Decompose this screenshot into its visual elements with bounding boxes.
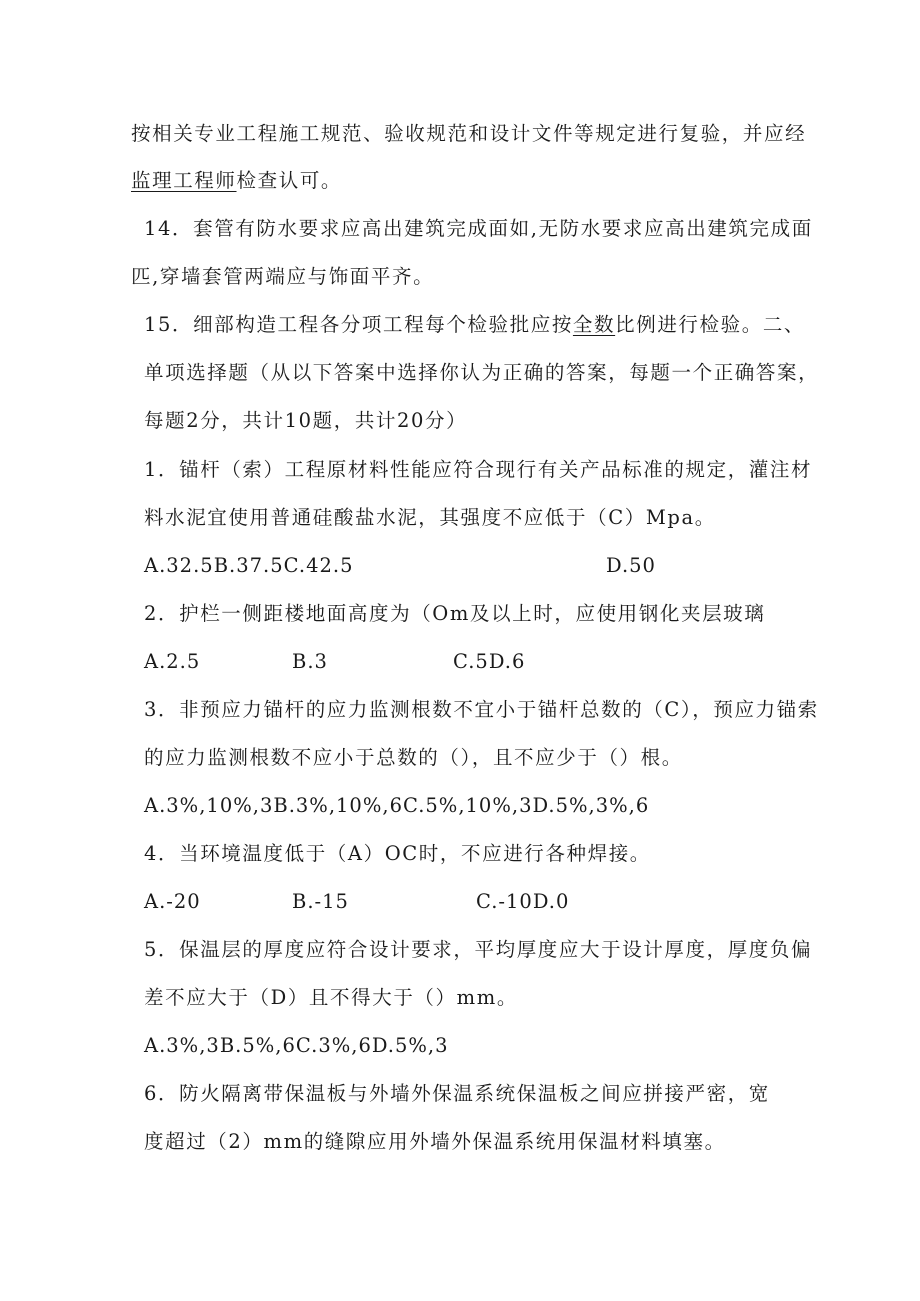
section-heading-line-2: 每题2分，共计10题，共计20分）: [144, 409, 468, 432]
question-1-option-d: D.50: [606, 554, 656, 577]
question-6-line-1: 6．防火隔离带保温板与外墙外保温系统保温板之间应拼接严密，宽: [144, 1082, 770, 1105]
text-line-2: [131, 168, 342, 194]
item-14-line-1: 14．套管有防水要求应高出建筑完成面如,无防水要求应高出建筑完成面: [144, 217, 813, 240]
question-6-line-2: 度超过（2）mm的缝隙应用外墙外保温系统用保温材料填塞。: [144, 1130, 726, 1153]
item-15-line: [144, 312, 805, 338]
question-5-line-1: 5．保温层的厚度应符合设计要求，平均厚度应大于设计厚度，厚度负偏: [144, 938, 813, 961]
question-5-line-2: 差不应大于（D）且不得大于（）mm。: [144, 986, 518, 1009]
question-2-option-a: A.2.5: [144, 650, 201, 673]
question-4-line: 4．当环境温度低于（A）OC时，不应进行各种焊接。: [144, 842, 651, 865]
underlined-term-all: 全数: [572, 313, 616, 336]
question-3-line-1: 3．非预应力锚杆的应力监测根数不宜小于锚杆总数的（C），预应力锚索: [144, 698, 819, 721]
item-15-post: 比例进行检验。二、: [615, 313, 806, 336]
item-14-line-2: 匹,穿墙套管两端应与饰面平齐。: [131, 265, 435, 288]
question-4-option-b: B.-15: [292, 890, 349, 913]
question-1-options-abc: A.32.5B.37.5C.42.5: [144, 554, 354, 577]
section-heading-line-1: 单项选择题（从以下答案中选择你认为正确的答案，每题一个正确答案，: [144, 361, 820, 384]
question-4-option-a: A.-20: [144, 890, 201, 913]
question-2-option-b: B.3: [292, 650, 328, 673]
underlined-term-supervisor: 监理工程师: [131, 169, 237, 192]
question-3-options: A.3%,10%,3B.3%,10%,6C.5%,10%,3D.5%,3%,6: [144, 794, 650, 817]
question-3-line-2: 的应力监测根数不应小于总数的（），且不应少于（）根。: [144, 746, 683, 769]
question-1-line-2: 料水泥宜使用普通硅酸盐水泥，其强度不应低于（C）Mpa。: [144, 506, 716, 529]
text-line-2-rest: 检查认可。: [236, 169, 343, 192]
question-1-line-1: 1．锚杆（索）工程原材料性能应符合现行有关产品标准的规定，灌注材: [144, 458, 813, 481]
text-line-1: 按相关专业工程施工规范、验收规范和设计文件等规定进行复验，并应经: [131, 122, 807, 145]
question-2-line: 2．护栏一侧距楼地面高度为（Om及以上时，应使用钢化夹层玻璃: [144, 602, 766, 625]
question-2-option-cd: C.5D.6: [453, 650, 526, 673]
item-15-pre: 15．细部构造工程各分项工程每个检验批应按: [144, 313, 573, 336]
question-5-options: A.3%,3B.5%,6C.3%,6D.5%,3: [144, 1034, 449, 1057]
question-4-option-cd: C.-10D.0: [476, 890, 570, 913]
